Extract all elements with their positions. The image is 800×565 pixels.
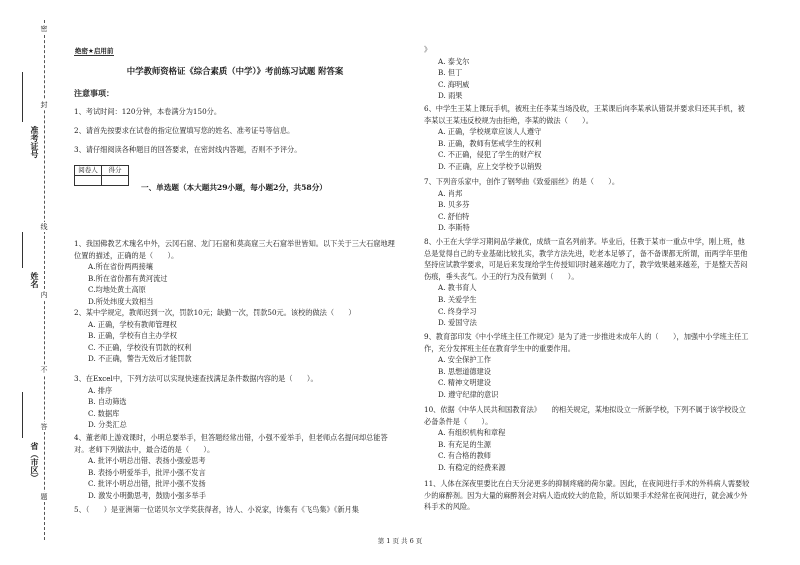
- seal-dashed-line: [44, 20, 45, 540]
- section-heading: 一、单选题（本大题共29小题，每小题2分，共58分）: [141, 183, 327, 192]
- question-stem: 1、我国佛教艺术瑰名中外，云冈石窟、龙门石窟和莫高窟三大石窟举世皆知。以下关于三大石窟地理位置的描述，正确的是（ ）。: [74, 239, 395, 260]
- option: D.所处纬度大致相当: [88, 296, 154, 306]
- option: C.均地处黄土高原: [88, 285, 146, 295]
- option: B. 但丁: [438, 68, 463, 78]
- grader-header: 阅卷人: [75, 166, 102, 176]
- option: C. 不正确，侵犯了学生的财产权: [438, 150, 542, 160]
- question-10: [424, 404, 750, 474]
- option: D. 分类汇总: [88, 420, 127, 430]
- option: B. 有充足的生源: [438, 439, 491, 449]
- option: D. 遵守纪律的意识: [438, 389, 499, 399]
- seal-mark: 封: [40, 101, 48, 109]
- option: C. 有合格的教师: [438, 451, 491, 461]
- score-table: [74, 165, 129, 186]
- exam-number-line: [22, 72, 23, 122]
- question-stem: 5、（ ）是亚洲第一位诺贝尔文学奖获得者，诗人、小说家，诗集有《飞鸟集》《新月集: [74, 505, 359, 514]
- question-stem: 7、下列音乐家中，创作了钢琴曲《致爱丽丝》的是（ ）。: [424, 177, 620, 186]
- option: A. 肖邦: [438, 188, 463, 198]
- seal-mark: 内: [40, 291, 48, 299]
- notice-item: 2、请首先按要求在试卷的指定位置填写您的姓名、准考证号等信息。: [74, 126, 295, 135]
- option: B. 关爱学生: [438, 294, 477, 304]
- notice-item: 3、请仔细阅读各种题目的回答要求，在密封线内答题，否则不予评分。: [74, 145, 302, 154]
- question-11: [424, 478, 750, 513]
- question-stem: 11、人体在深夜里要比在白天分泌更多的抑制疼痛的荷尔蒙。因此，在夜间进行手术的外科病人需要较少的麻醉剂。因为大量的麻醉剂会对病人造成较大的危险，所以如果手术经常在夜间进行，就会减少外科手术的风险。: [424, 479, 750, 512]
- option: A. 有组织机构和章程: [438, 428, 506, 438]
- option: D. 不正确，警告无效后才能罚款: [88, 354, 192, 364]
- seal-mark: 不: [40, 366, 48, 374]
- notice-item: 1、考试时间：120分钟，本卷满分为150分。: [74, 107, 222, 116]
- option: D. 爱国守法: [438, 318, 477, 328]
- question-stem: 10、依据《中华人民共和国教育法》 的相关规定，某地拟设立一所新学校，下列不属于该学校设立必备条件是（ ）。: [424, 405, 746, 426]
- option: A. 正确，学校规章应该人人遵守: [438, 127, 542, 137]
- question-4: [74, 432, 396, 502]
- option: D. 激发小明勤思考，鼓励小强多举手: [88, 490, 206, 500]
- region-label: 省（市区）: [30, 442, 39, 482]
- option: D. 雨果: [438, 91, 463, 101]
- question-8: [424, 236, 750, 329]
- option: C. 不正确，学校没有罚款的权利: [88, 342, 192, 352]
- question-stem: 》: [424, 45, 432, 54]
- option: B. 正确，教师有惩戒学生的权利: [438, 138, 542, 148]
- question-9: [424, 331, 750, 401]
- question-stem: 6、中学生王某上课玩手机，被班主任李某当场没收，王某课后向李某承认错误并要求归还其手机，被李某以王某违反校规为由拒绝，李某的做法（ ）。: [424, 104, 745, 125]
- secret-tag: 绝密★启用前: [75, 47, 114, 55]
- option: A. 泰戈尔: [438, 56, 470, 66]
- option: D. 有稳定的经费来源: [438, 462, 506, 472]
- question-1: [74, 238, 396, 308]
- seal-mark: 密: [40, 25, 48, 33]
- option: C. 批评小明总出错，批评小强不发扬: [88, 479, 206, 489]
- option: B. 贝多芬: [438, 200, 470, 210]
- option: C. 精神文明建设: [438, 378, 491, 388]
- option: B. 自动筛选: [88, 397, 127, 407]
- option: A. 批评小明总出错、表扬小强爱思考: [88, 456, 206, 466]
- option: B. 思想道德建设: [438, 366, 491, 376]
- region-line: [22, 392, 23, 438]
- option: C. 舒伯特: [438, 211, 470, 221]
- option: C. 数据库: [88, 408, 120, 418]
- option: B. 正确，学校有自主办学权: [88, 331, 177, 341]
- exam-title: 中学教师资格证《综合素质（中学）》考前练习试题 附答案: [126, 66, 344, 76]
- question-stem: 9、教育部印发《中小学班主任工作规定》是为了进一步推进未成年人的（ ），加强中小学班主任工作，充分发挥班主任在教育学生中的重要作用。: [424, 332, 749, 353]
- grader-cell: [75, 176, 102, 186]
- option: A. 正确，学校有教师管理权: [88, 319, 177, 329]
- option: C. 终身学习: [438, 306, 477, 316]
- question-5-cont: [424, 44, 750, 102]
- option: B.所在省份都有黄河流过: [88, 273, 168, 283]
- option: A. 安全保护工作: [438, 355, 491, 365]
- seal-mark: 题: [40, 493, 48, 501]
- question-stem: 8、小王在大学学习期间品学兼优，成绩一直名列前茅。毕业后，任教于某市一重点中学，刚上班，他总是觉得自己的专业基础比较扎实，教学方法先进，吃老本足够了，备不备课都无所谓，而两学年里他坚持应试教学要求，可是后来发现给学生传授知识时越来越吃力了，教学效果越来越差，于是整天苦闷伤痕，垂头丧气。小王的行为没有做到（ ）。: [424, 237, 748, 281]
- name-label: 姓名: [30, 272, 39, 288]
- option: A. 排序: [88, 385, 113, 395]
- score-header: 得分: [102, 166, 129, 176]
- exam-number-label: 准考证号: [30, 126, 39, 158]
- option: A.所在省份两两接壤: [88, 262, 153, 272]
- seal-mark: 答: [40, 423, 48, 431]
- question-2: [74, 307, 396, 365]
- question-stem: 3、在Excel中，下列方法可以实现快速查找满足条件数据内容的是（ ）。: [74, 374, 318, 383]
- option: D. 不正确，应上交学校予以销毁: [438, 161, 542, 171]
- question-stem: 4、董老师上游戏课时，小明总要举手，但答题经常出错，小强不爱举手，但老师点名提问却总能答对。老师下列做法中，最合适的是（ ）。: [74, 433, 388, 454]
- option: B. 表扬小明爱举手，批评小强不发言: [88, 467, 206, 477]
- question-7: [424, 176, 750, 234]
- question-stem: 2、某中学规定，教师迟到一次，罚款10元；缺勤一次，罚款50元。该校的做法（ ）: [74, 308, 356, 317]
- question-5: [74, 504, 396, 516]
- question-6: [424, 103, 750, 173]
- option: A. 教书育人: [438, 283, 477, 293]
- question-3: [74, 373, 396, 431]
- page-footer: 第 1 页 共 6 页: [377, 537, 423, 545]
- score-cell: [102, 176, 129, 186]
- option: C. 海明威: [438, 79, 470, 89]
- binding-margin: [0, 0, 70, 565]
- notice-heading: 注意事项：: [74, 88, 114, 98]
- seal-mark: 线: [40, 223, 48, 231]
- name-line: [22, 232, 23, 268]
- option: D. 李斯特: [438, 223, 470, 233]
